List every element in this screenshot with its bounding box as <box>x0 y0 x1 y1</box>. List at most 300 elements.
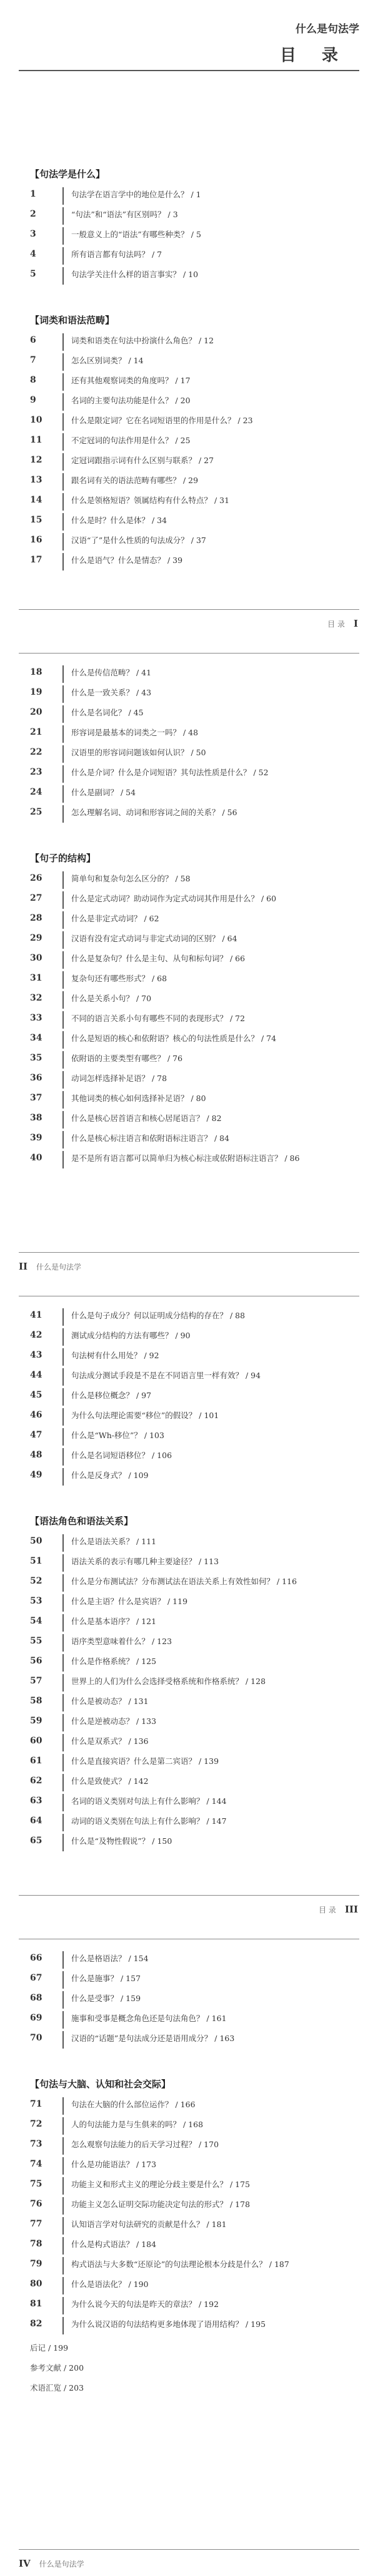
toc-entry[interactable] <box>30 1386 358 1406</box>
toc-entry[interactable] <box>30 1751 358 1771</box>
toc-entry[interactable] <box>30 2095 358 2115</box>
section-spacer <box>30 285 358 310</box>
footer-rule <box>19 2549 359 2550</box>
entry-number: 74 <box>30 2159 42 2169</box>
entry-title: 是不是所有语言都可以简单归为核心标注或依附语标注语言？ / 86 <box>71 1153 300 1163</box>
entry-bar <box>62 1674 64 1692</box>
toc-entry[interactable] <box>30 1712 358 1731</box>
entry-title: 什么是关系小句？ / 70 <box>71 994 152 1003</box>
toc-entry[interactable] <box>30 909 358 929</box>
entry-bar <box>62 1991 64 2009</box>
entry-title: 什么是构式语法？ / 184 <box>71 2240 157 2249</box>
entry-bar <box>62 187 64 205</box>
toc-entry[interactable] <box>30 1771 358 1791</box>
entry-bar <box>62 1794 64 1811</box>
entry-title: 怎么观察句法能力的后天学习过程？ / 170 <box>71 2140 219 2149</box>
section-title: 【句法学是什么】 <box>30 169 106 180</box>
entry-title: 什么是基本语序？ / 121 <box>71 1617 157 1626</box>
entry-bar <box>62 353 64 371</box>
entry-title: 什么是语法关系？ / 111 <box>71 1537 157 1546</box>
entry-number: 67 <box>30 1973 42 1983</box>
toc-entry[interactable] <box>30 2155 358 2175</box>
entry-bar <box>62 2197 64 2215</box>
toc-entry[interactable] <box>30 1129 358 1148</box>
footer-rule <box>19 1895 359 1896</box>
toc-entry-glossary[interactable] <box>30 2378 358 2398</box>
entry-bar <box>62 473 64 491</box>
toc-entry[interactable] <box>30 351 358 371</box>
entry-number: 40 <box>30 1153 42 1163</box>
toc-entry[interactable] <box>30 491 358 511</box>
entry-title: 为什么说今天的句法是昨天的章法？ / 192 <box>71 2299 219 2309</box>
entry-bar <box>62 1694 64 1712</box>
entry-number: 44 <box>30 1370 42 1380</box>
entry-title: 什么是被动态？ / 131 <box>71 1697 149 1706</box>
entry-title: 名词的语义类别对句法上有什么影响？ / 144 <box>71 1796 227 1806</box>
entry-bar <box>62 745 64 763</box>
entry-bar <box>62 533 64 551</box>
toc-entry[interactable] <box>30 511 358 531</box>
entry-title: 动词怎样选择补足语？ / 78 <box>71 1074 167 1083</box>
entry-number: 47 <box>30 1430 42 1440</box>
toc-entry[interactable] <box>30 1989 358 2009</box>
entry-bar <box>62 785 64 803</box>
entry-number: 22 <box>30 747 42 757</box>
section-title: 【句法与大脑、认知和社会交际】 <box>30 2079 171 2090</box>
footer-page-number: IV <box>19 2558 31 2569</box>
entry-number: 57 <box>30 1676 42 1686</box>
entry-number: 56 <box>30 1656 42 1666</box>
entry-title: 什么是语法化？ / 190 <box>71 2280 149 2289</box>
entry-bar <box>62 1091 64 1109</box>
entry-bar <box>62 1388 64 1406</box>
entry-title: 什么是“Wh-移位”？ / 103 <box>71 1431 164 1440</box>
entry-title: 人的句法能力是与生俱来的吗？ / 168 <box>71 2120 204 2129</box>
entry-number: 33 <box>30 1013 42 1023</box>
entry-title: 语序类型意味着什么？ / 123 <box>71 1637 172 1646</box>
entry-title: 句法学关注什么样的语言事实？ / 10 <box>71 270 199 279</box>
entry-bar <box>62 513 64 531</box>
entry-number: 19 <box>30 687 42 697</box>
toc-entry[interactable] <box>30 2029 358 2049</box>
entry-number: 27 <box>30 893 42 903</box>
toc-entry[interactable] <box>30 2235 358 2255</box>
entry-title: 什么是核心居首语言和核心居尾语言？ / 82 <box>71 1114 222 1123</box>
toc-entry[interactable] <box>30 683 358 703</box>
entry-number: 26 <box>30 873 42 883</box>
toc-entry[interactable] <box>30 431 358 451</box>
entry-number: 60 <box>30 1736 42 1746</box>
entry-number: 68 <box>30 1993 42 2003</box>
toc-entry[interactable] <box>30 869 358 889</box>
toc-entry[interactable] <box>30 763 358 783</box>
toc-entry[interactable] <box>30 551 358 571</box>
entry-number: 58 <box>30 1696 42 1706</box>
entry-number: 59 <box>30 1716 42 1726</box>
entry-title: 术语汇览 / 203 <box>30 2383 84 2392</box>
entry-bar <box>62 333 64 351</box>
toc-entry[interactable] <box>30 949 358 969</box>
toc-entry[interactable] <box>30 2215 358 2235</box>
entry-title: 跟名词有关的语法范畴有哪些？ / 29 <box>71 476 199 485</box>
entry-bar <box>62 1131 64 1148</box>
entry-number: 46 <box>30 1410 42 1420</box>
toc-entry[interactable] <box>30 411 358 431</box>
toc-entry[interactable] <box>30 1326 358 1346</box>
entry-title: 测试成分结构的方法有哪些？ / 90 <box>71 1331 191 1340</box>
entry-title: 所有语言都有句法吗？ / 7 <box>71 250 162 259</box>
entry-title: 怎么区别词类？ / 14 <box>71 356 144 365</box>
entry-bar <box>62 1774 64 1791</box>
entry-title: 什么是致使式？ / 142 <box>71 1776 149 1786</box>
entry-number: 13 <box>30 475 42 485</box>
entry-bar <box>62 393 64 411</box>
entry-number: 82 <box>30 2319 42 2329</box>
toc-entry[interactable] <box>30 2314 358 2334</box>
entry-title: “句法”和“语法”有区别吗？ / 3 <box>71 210 178 219</box>
toc-entry[interactable] <box>30 1148 358 1168</box>
entry-title: 世界上的人们为什么会选择受格系统和作格系统？ / 128 <box>71 1677 266 1686</box>
entry-bar <box>62 971 64 989</box>
entry-bar <box>62 1448 64 1466</box>
entry-number: 63 <box>30 1796 42 1806</box>
entry-number: 79 <box>30 2259 42 2269</box>
section-block <box>30 2338 358 2398</box>
toc-entry[interactable] <box>30 663 358 683</box>
entry-bar <box>62 1111 64 1129</box>
entry-bar <box>62 1428 64 1446</box>
entry-number: 28 <box>30 913 42 923</box>
entry-title: 依附语的主要类型有哪些？ / 76 <box>71 1054 183 1063</box>
page-footer <box>19 1261 81 1272</box>
toc-page-1 <box>0 0 378 634</box>
entry-number: 77 <box>30 2219 42 2229</box>
toc-entry[interactable] <box>30 743 358 763</box>
entry-title: 词类和语类在句法中扮演什么角色？ / 12 <box>71 336 214 345</box>
entry-bar <box>62 1031 64 1049</box>
entry-number: 75 <box>30 2179 42 2189</box>
section-spacer <box>30 823 358 848</box>
section-block <box>30 663 358 823</box>
entry-number: 49 <box>30 1470 42 1480</box>
toc-entry-references[interactable] <box>30 2358 358 2378</box>
entry-bar <box>62 1408 64 1426</box>
toc-entry[interactable] <box>30 1532 358 1552</box>
section-title: 【语法角色和语法关系】 <box>30 1516 134 1527</box>
entry-number: 37 <box>30 1093 42 1103</box>
entry-number: 5 <box>30 269 36 279</box>
toc-entry[interactable] <box>30 723 358 743</box>
entry-bar <box>62 493 64 511</box>
entry-title: 什么是名词短语移位？ / 106 <box>71 1451 172 1460</box>
toc-entry[interactable] <box>30 1572 358 1592</box>
toc-entry[interactable] <box>30 703 358 723</box>
entry-bar <box>62 765 64 783</box>
toc-entry[interactable] <box>30 451 358 471</box>
toc-entry[interactable] <box>30 1426 358 1446</box>
entry-bar <box>62 1554 64 1572</box>
toc-entry[interactable] <box>30 1791 358 1811</box>
entry-number: 6 <box>30 335 36 345</box>
entry-bar <box>62 1328 64 1346</box>
entry-number: 3 <box>30 229 36 239</box>
entry-bar <box>62 911 64 929</box>
entry-number: 71 <box>30 2099 42 2109</box>
toc-entry[interactable] <box>30 1672 358 1692</box>
toc-entry[interactable] <box>30 2135 358 2155</box>
entry-title: 什么是限定词？它在名词短语里的作用是什么？ / 23 <box>71 416 253 425</box>
entry-number: 34 <box>30 1033 42 1043</box>
toc-entry[interactable] <box>30 2294 358 2314</box>
entry-bar <box>62 1814 64 1831</box>
entry-bar <box>62 1714 64 1731</box>
toc-entry[interactable] <box>30 1049 358 1069</box>
entry-title: 什么是分布测试法？分布测试法在语法关系上有效性如何？ / 116 <box>71 1577 297 1586</box>
entry-number: 29 <box>30 933 42 943</box>
toc-entry[interactable] <box>30 889 358 909</box>
entry-number: 51 <box>30 1556 42 1566</box>
entry-title: 为什么说汉语的句法结构更多地体现了语用结构？ / 195 <box>71 2319 266 2329</box>
entry-number: 10 <box>30 415 42 425</box>
entry-number: 54 <box>30 1616 42 1626</box>
entry-title: 其他词类的核心如何选择补足语？ / 80 <box>71 1094 206 1103</box>
toc-entry[interactable] <box>30 1306 358 1326</box>
header-rule <box>19 70 359 71</box>
toc-entry[interactable] <box>30 803 358 823</box>
entry-bar <box>62 685 64 703</box>
entry-number: 72 <box>30 2119 42 2129</box>
toc-entry[interactable] <box>30 2195 358 2215</box>
entry-bar <box>62 1308 64 1326</box>
entry-bar <box>62 991 64 1009</box>
entry-bar <box>62 665 64 683</box>
entry-bar <box>62 2277 64 2294</box>
toc-entry[interactable] <box>30 1089 358 1109</box>
entry-bar <box>62 413 64 431</box>
toc-entry[interactable] <box>30 471 358 491</box>
toc-entry[interactable] <box>30 783 358 803</box>
footer-label: 什么是句法学 <box>36 1262 82 1271</box>
entry-number: 21 <box>30 727 42 737</box>
toc-entry[interactable] <box>30 1831 358 1851</box>
entry-bar <box>62 1468 64 1486</box>
entry-number: 7 <box>30 355 36 365</box>
toc-entry[interactable] <box>30 1029 358 1049</box>
entry-bar <box>62 2317 64 2334</box>
entry-bar <box>62 1614 64 1632</box>
entry-title: 句法学在语言学中的地位是什么？ / 1 <box>71 190 201 199</box>
toc-entry[interactable] <box>30 1969 358 1989</box>
toc-entry[interactable] <box>30 331 358 351</box>
entry-bar <box>62 1534 64 1552</box>
toc-entry[interactable] <box>30 1109 358 1129</box>
section-title: 【句子的结构】 <box>30 853 96 864</box>
toc-entry[interactable] <box>30 225 358 245</box>
entry-number: 52 <box>30 1576 42 1586</box>
toc-entry[interactable] <box>30 1632 358 1652</box>
toc-entry-afterword[interactable] <box>30 2338 358 2358</box>
entry-title: 施事和受事是概念角色还是句法角色？ / 161 <box>71 2014 227 2023</box>
entry-number: 31 <box>30 973 42 983</box>
entry-number: 11 <box>30 435 42 445</box>
entry-title: 句法成分测试手段是不是在不同语言里一样有效？ / 94 <box>71 1371 261 1380</box>
toc-entry[interactable] <box>30 2275 358 2294</box>
entry-title: 什么是主语？什么是宾语？ / 119 <box>71 1597 188 1606</box>
toc-entry[interactable] <box>30 1446 358 1466</box>
entry-number: 62 <box>30 1776 42 1786</box>
entry-number: 70 <box>30 2033 42 2043</box>
entry-bar <box>62 2177 64 2195</box>
entry-number: 65 <box>30 1836 42 1846</box>
section-spacer <box>30 1486 358 1511</box>
entry-number: 66 <box>30 1953 42 1963</box>
entry-title: 什么是移位概念？ / 97 <box>71 1391 152 1400</box>
toc-entry[interactable] <box>30 2175 358 2195</box>
entry-bar <box>62 373 64 391</box>
toc-content <box>30 1949 358 2398</box>
entry-bar <box>62 1654 64 1672</box>
toc-entry[interactable] <box>30 2115 358 2135</box>
section-block <box>30 164 358 285</box>
entry-title: 复杂句还有哪些形式？ / 68 <box>71 974 167 983</box>
entry-bar <box>62 453 64 471</box>
entry-title: 什么是双系式？ / 136 <box>71 1736 149 1746</box>
toc-entry[interactable] <box>30 1366 358 1386</box>
toc-content <box>30 1306 358 1851</box>
toc-entry[interactable] <box>30 265 358 285</box>
footer-page-number: I <box>353 618 358 629</box>
entry-number: 42 <box>30 1330 42 1340</box>
toc-entry[interactable] <box>30 391 358 411</box>
entry-bar <box>62 2097 64 2115</box>
entry-number: 9 <box>30 395 36 405</box>
footer-label: 目 录 <box>319 1905 336 1914</box>
entry-number: 32 <box>30 993 42 1003</box>
entry-title: 什么是功能语法？ / 173 <box>71 2160 157 2169</box>
toc-page-4 <box>0 1935 378 2576</box>
entry-title: 简单句和复杂句怎么区分的？ / 58 <box>71 874 191 883</box>
toc-entry[interactable] <box>30 2255 358 2275</box>
entry-bar <box>62 2217 64 2235</box>
toc-entry[interactable] <box>30 1009 358 1029</box>
toc-entry[interactable] <box>30 1811 358 1831</box>
entry-bar <box>62 1834 64 1851</box>
toc-entry[interactable] <box>30 205 358 225</box>
entry-bar <box>62 1594 64 1612</box>
toc-entry[interactable] <box>30 1346 358 1366</box>
entry-number: 15 <box>30 515 42 525</box>
entry-bar <box>62 725 64 743</box>
page-footer <box>19 2558 84 2569</box>
entry-title: 什么是一致关系？ / 43 <box>71 688 152 697</box>
toc-entry[interactable] <box>30 2009 358 2029</box>
entry-title: 句法在大脑的什么部位运作？ / 166 <box>71 2100 196 2109</box>
entry-title: 什么是受事？ / 159 <box>71 1994 141 2003</box>
toc-entry[interactable] <box>30 185 358 205</box>
toc-entry[interactable] <box>30 1592 358 1612</box>
entry-bar <box>62 705 64 723</box>
entry-number: 2 <box>30 209 36 219</box>
footer-label: 什么是句法学 <box>39 2559 84 2569</box>
entry-title: 句法树有什么用处？ / 92 <box>71 1351 159 1360</box>
entry-title: 什么是介词？什么是介词短语？其句法性质是什么？ / 52 <box>71 768 269 777</box>
footer-page-number: III <box>344 1904 358 1915</box>
entry-bar <box>62 267 64 285</box>
entry-title: 什么是逆被动态？ / 133 <box>71 1717 157 1726</box>
entry-bar <box>62 2297 64 2314</box>
entry-number: 53 <box>30 1596 42 1606</box>
entry-number: 64 <box>30 1816 42 1826</box>
entry-bar <box>62 951 64 969</box>
entry-bar <box>62 1348 64 1366</box>
entry-number: 80 <box>30 2279 42 2289</box>
entry-title: 怎么理解名词、动词和形容词之间的关系？ / 56 <box>71 808 237 817</box>
section-spacer <box>30 2049 358 2074</box>
entry-bar <box>62 2011 64 2029</box>
entry-title: 后记 / 199 <box>30 2343 69 2353</box>
section-block <box>30 1511 358 1851</box>
entry-bar <box>62 553 64 571</box>
toc-page-2 <box>0 649 378 1280</box>
toc-entry[interactable] <box>30 929 358 949</box>
entry-title: 什么是非定式动词？ / 62 <box>71 914 159 923</box>
entry-bar <box>62 207 64 225</box>
entry-title: 名词的主要句法功能是什么？ / 20 <box>71 396 191 405</box>
entry-number: 36 <box>30 1073 42 1083</box>
toc-entry[interactable] <box>30 245 358 265</box>
entry-bar <box>62 2157 64 2175</box>
toc-page-3 <box>0 1292 378 1922</box>
entry-number: 43 <box>30 1350 42 1360</box>
entry-title: 还有其他观察词类的角度吗？ / 17 <box>71 376 191 385</box>
entry-number: 81 <box>30 2299 42 2309</box>
entry-title: 语法关系的表示有哪几种主要途径？ / 113 <box>71 1557 219 1566</box>
section-block <box>30 1306 358 1486</box>
entry-number: 73 <box>30 2139 42 2149</box>
entry-number: 35 <box>30 1053 42 1063</box>
toc-entry[interactable] <box>30 1949 358 1969</box>
toc-entry[interactable] <box>30 1652 358 1672</box>
toc-entry[interactable] <box>30 1612 358 1632</box>
entry-number: 24 <box>30 787 42 797</box>
entry-bar <box>62 2237 64 2255</box>
entry-number: 8 <box>30 375 36 385</box>
toc-entry[interactable] <box>30 371 358 391</box>
toc-content <box>30 164 358 571</box>
section-block <box>30 310 358 571</box>
entry-bar <box>62 433 64 451</box>
toc-entry[interactable] <box>30 1552 358 1572</box>
entry-number: 16 <box>30 535 42 545</box>
entry-title: 为什么句法理论需要“移位”的假设？ / 101 <box>71 1411 219 1420</box>
toc-entry[interactable] <box>30 1069 358 1089</box>
series-title: 什么是句法学 <box>296 23 359 36</box>
toc-entry[interactable] <box>30 1731 358 1751</box>
toc-entry[interactable] <box>30 1692 358 1712</box>
entry-bar <box>62 931 64 949</box>
entry-number: 69 <box>30 2013 42 2023</box>
entry-title: 构式语法与大多数“还原论”的句法理论根本分歧是什么？ / 187 <box>71 2260 289 2269</box>
entry-bar <box>62 2257 64 2275</box>
toc-entry[interactable] <box>30 1466 358 1486</box>
toc-entry[interactable] <box>30 989 358 1009</box>
toc-entry[interactable] <box>30 531 358 551</box>
section-block <box>30 848 358 1168</box>
toc-entry[interactable] <box>30 1406 358 1426</box>
toc-entry[interactable] <box>30 969 358 989</box>
entry-bar <box>62 1634 64 1652</box>
entry-number: 18 <box>30 667 42 677</box>
